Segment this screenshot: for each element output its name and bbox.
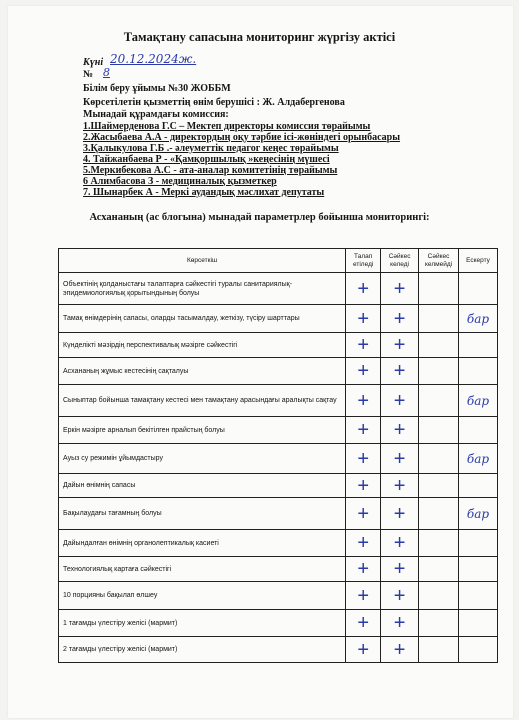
row-note <box>459 474 498 498</box>
table-row <box>59 637 498 663</box>
row-indicator: Ауыз су режимін ұйымдастыру <box>59 444 346 474</box>
header-indicator: Көрсеткіш <box>59 249 346 273</box>
table-row <box>59 385 498 417</box>
row-required-mark: + <box>346 610 381 637</box>
row-indicator: Тамақ өнімдерінің сапасы, оларды тасымалдау, жеткізу, түсіру шарттары <box>59 305 346 333</box>
table-header-row <box>59 249 498 273</box>
row-required-mark: + <box>346 637 381 663</box>
table-row <box>59 557 498 582</box>
row-required-mark: + <box>346 530 381 557</box>
row-noncompliant-mark <box>419 305 459 333</box>
row-compliant-mark: + <box>381 637 419 663</box>
monitoring-subtitle: Асхананың (ас блогына) мынадай параметрлер бойынша мониторингі: <box>89 212 430 223</box>
row-required-mark: + <box>346 417 381 444</box>
row-note: бар <box>459 498 498 530</box>
table-row <box>59 444 498 474</box>
table-row <box>59 333 498 358</box>
row-noncompliant-mark <box>419 273 459 305</box>
table-row <box>59 417 498 444</box>
row-noncompliant-mark <box>419 444 459 474</box>
table-row <box>59 273 498 305</box>
row-compliant-mark: + <box>381 358 419 385</box>
row-indicator: Дайындалған өнімнің органолептикалық касиеті <box>59 530 346 557</box>
provider-value: Ж. Алдабергенова <box>262 97 345 108</box>
row-note <box>459 582 498 610</box>
commission-label: Мынадай құрамдағы комиссия: <box>83 109 229 120</box>
row-note <box>459 530 498 557</box>
header-required: Талап етіледі <box>346 249 381 273</box>
table-row <box>59 358 498 385</box>
header-note: Ескерту <box>459 249 498 273</box>
provider-line <box>83 97 345 108</box>
row-compliant-mark: + <box>381 273 419 305</box>
row-noncompliant-mark <box>419 333 459 358</box>
row-required-mark: + <box>346 273 381 305</box>
row-required-mark: + <box>346 305 381 333</box>
number-label: № <box>83 69 94 80</box>
member-3: 3.Қалыкулова Г.Б .- әлеуметтік педагог кеңес төрайымы <box>83 143 339 154</box>
row-noncompliant-mark <box>419 358 459 385</box>
row-note <box>459 358 498 385</box>
row-indicator: Еркін мәзірге арналып бекітілген прайстың болуы <box>59 417 346 444</box>
table-row <box>59 610 498 637</box>
row-compliant-mark: + <box>381 444 419 474</box>
row-required-mark: + <box>346 557 381 582</box>
row-indicator: Асхананың жұмыс кестесінің сақталуы <box>59 358 346 385</box>
row-required-mark: + <box>346 358 381 385</box>
header-compliant: Сәйкес келеді <box>381 249 419 273</box>
table-row <box>59 305 498 333</box>
row-noncompliant-mark <box>419 637 459 663</box>
school-line: Білім беру ұйымы №30 ЖОББМ <box>83 83 231 94</box>
row-compliant-mark: + <box>381 417 419 444</box>
row-noncompliant-mark <box>419 530 459 557</box>
row-indicator: Дайын өнімнің сапасы <box>59 474 346 498</box>
row-compliant-mark: + <box>381 474 419 498</box>
row-indicator: Объектінің қолданыстағы талаптарға сәйкестігі туралы санитариялық-эпидемиологиялық қорытындының болуы <box>59 273 346 305</box>
member-5: 5.Меркибекова А.С - ата-аналар комитетінің төрайымы <box>83 165 338 176</box>
row-compliant-mark: + <box>381 610 419 637</box>
member-4: 4. Тайжанбаева Р - «Қамқоршылық »кеңесінің мүшесі <box>83 154 330 165</box>
row-noncompliant-mark <box>419 557 459 582</box>
table-row <box>59 474 498 498</box>
row-note <box>459 417 498 444</box>
row-indicator: Күнделікті мәзірдің перспективалық мәзірге сәйкестігі <box>59 333 346 358</box>
row-indicator: 10 порцияны бақылап өлшеу <box>59 582 346 610</box>
row-note <box>459 557 498 582</box>
row-noncompliant-mark <box>419 474 459 498</box>
date-label: Күні <box>83 57 104 68</box>
row-note <box>459 333 498 358</box>
header-noncompliant: Сәйкес келмейді <box>419 249 459 273</box>
row-compliant-mark: + <box>381 305 419 333</box>
row-note: бар <box>459 305 498 333</box>
member-7: 7. Шынарбек А - Меркі аудандық мәслихат депутаты <box>83 187 325 198</box>
row-compliant-mark: + <box>381 530 419 557</box>
row-noncompliant-mark <box>419 610 459 637</box>
row-indicator: Бақылаудағы тағамның болуы <box>59 498 346 530</box>
row-required-mark: + <box>346 333 381 358</box>
row-compliant-mark: + <box>381 557 419 582</box>
member-1: 1.Шаймерденова Г.С – Мектеп директоры комиссия төрайымы <box>83 121 371 132</box>
table-body <box>59 273 498 663</box>
row-indicator: 2 тағамды үлестіру желісі (мармит) <box>59 637 346 663</box>
date-value: 20.12.2024ж. <box>110 52 197 66</box>
member-6: 6 Алимбасова З - медициналық қызметкер <box>83 176 277 187</box>
row-note: бар <box>459 444 498 474</box>
date-line <box>83 57 103 68</box>
number-value: 8 <box>103 66 110 79</box>
document-title: Тамақтану сапасына мониторинг жүргізу актісі <box>123 30 396 44</box>
row-noncompliant-mark <box>419 417 459 444</box>
row-note <box>459 610 498 637</box>
row-required-mark: + <box>346 444 381 474</box>
table-row <box>59 582 498 610</box>
row-required-mark: + <box>346 474 381 498</box>
row-note: бар <box>459 385 498 417</box>
row-compliant-mark: + <box>381 582 419 610</box>
row-noncompliant-mark <box>419 498 459 530</box>
row-required-mark: + <box>346 385 381 417</box>
row-indicator: Технологиялық картаға сәйкестігі <box>59 557 346 582</box>
row-indicator: 1 тағамды үлестіру желісі (мармит) <box>59 610 346 637</box>
row-noncompliant-mark <box>419 385 459 417</box>
row-compliant-mark: + <box>381 498 419 530</box>
monitoring-table <box>58 248 498 663</box>
row-note <box>459 273 498 305</box>
provider-label: Көрсетілетін қызметтің өнім берушісі : <box>83 97 260 108</box>
row-indicator: Сыныптар бойынша тамақтану кестесі мен тамақтану арасындағы аралықты сақтау <box>59 385 346 417</box>
table-row <box>59 498 498 530</box>
table-row <box>59 530 498 557</box>
row-noncompliant-mark <box>419 582 459 610</box>
row-compliant-mark: + <box>381 385 419 417</box>
row-required-mark: + <box>346 582 381 610</box>
member-2: 2.Жасыбаева А.А - директордың оқу тәрбие ісі-жөніндегі орынбасары <box>83 132 401 143</box>
row-note <box>459 637 498 663</box>
number-line <box>83 69 93 80</box>
row-required-mark: + <box>346 498 381 530</box>
row-compliant-mark: + <box>381 333 419 358</box>
